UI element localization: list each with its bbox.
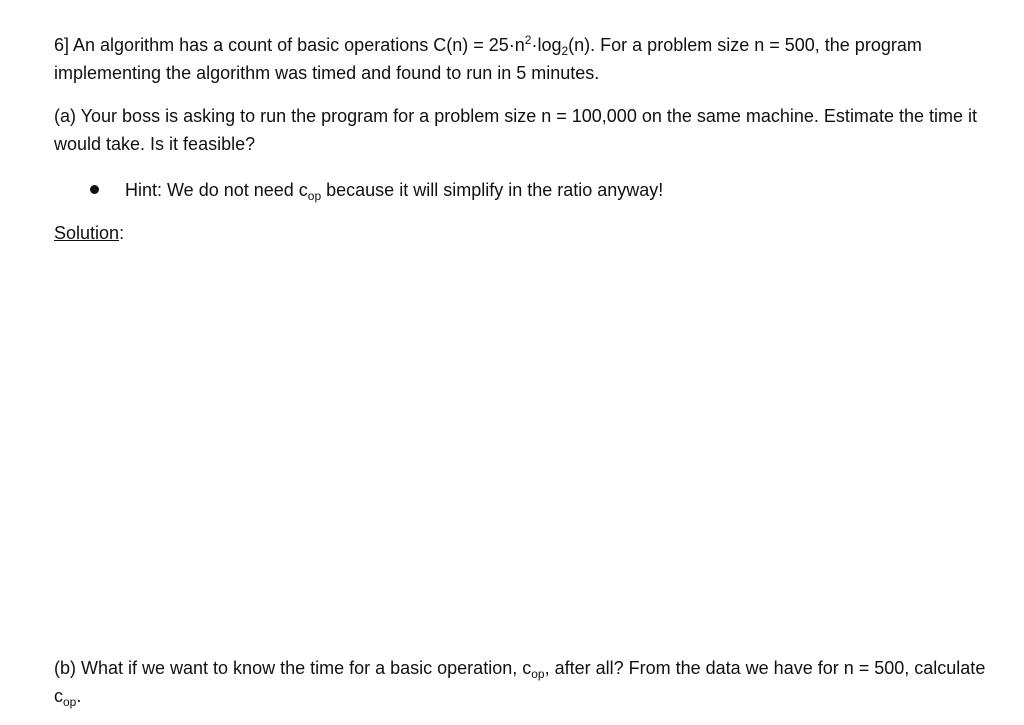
- part-b-subscript-1: op: [531, 667, 545, 681]
- problem-text-3: (n). For a problem size n = 500, the program implementing the algorithm was timed and found to run in 5 minutes.: [54, 35, 922, 83]
- hint-text: [125, 176, 663, 204]
- part-a-question: (a) Your boss is asking to run the program for a problem size n = 100,000 on the same machine. Estimate the time it would take. Is it feasible?: [54, 106, 977, 154]
- exponent: 2: [524, 33, 532, 47]
- hint-subscript: op: [307, 189, 322, 203]
- hint-text-1: Hint: We do not need c: [125, 180, 308, 200]
- part-b-text-2: , after all? From the data we have for n = 500, calculate c: [54, 658, 986, 706]
- solution-colon: :: [119, 223, 125, 243]
- part-b-subscript-2: op: [63, 695, 77, 709]
- problem-text-2: ·log: [531, 35, 562, 55]
- problem-statement: [54, 31, 994, 87]
- bullet-icon: [90, 185, 99, 194]
- part-b-text-1: (b) What if we want to know the time for a basic operation, c: [54, 658, 532, 678]
- problem-text-1: 6] An algorithm has a count of basic operations C(n) = 25·n: [54, 35, 525, 55]
- log-base: 2: [561, 44, 569, 58]
- solution-label: Solution: [54, 223, 120, 243]
- part-b-text-3: .: [76, 686, 82, 706]
- hint-bullet: [90, 176, 970, 204]
- solution-heading: [54, 219, 124, 247]
- part-b-question: [54, 654, 994, 710]
- hint-text-2: because it will simplify in the ratio anyway!: [321, 180, 664, 200]
